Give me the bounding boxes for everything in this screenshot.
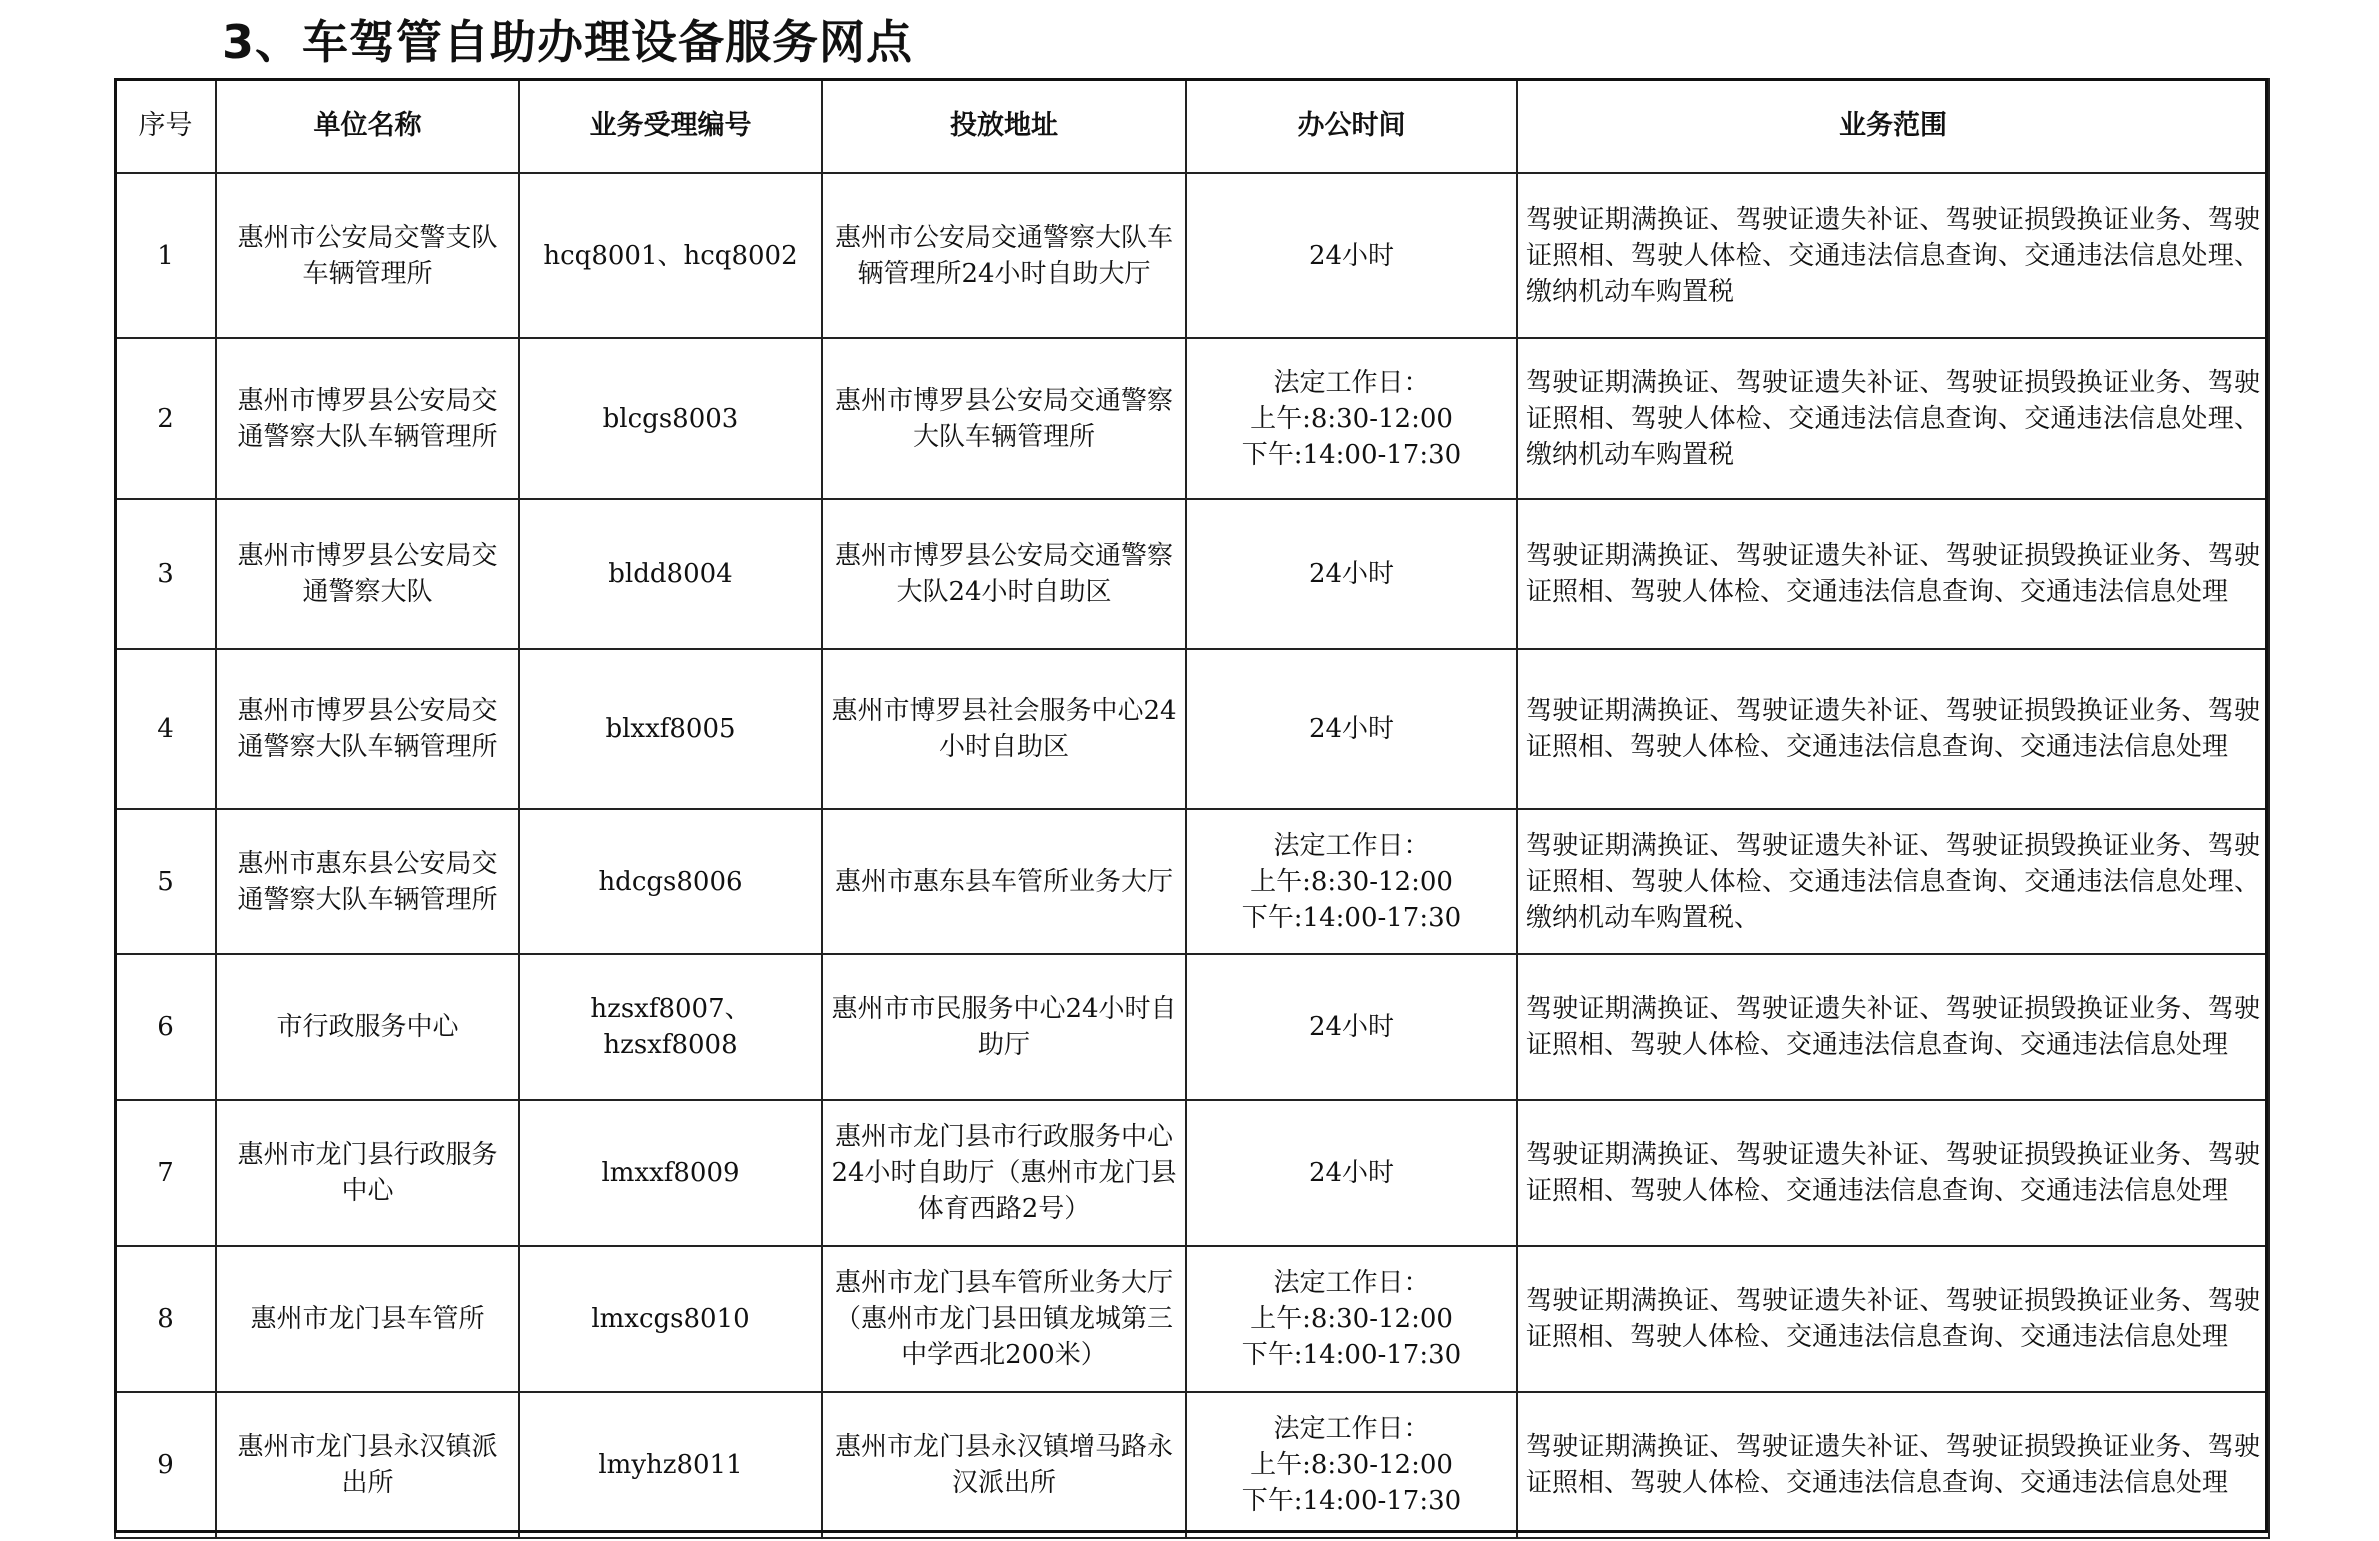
hours-line: 24小时 (1308, 1012, 1395, 1042)
table-row (115, 338, 2269, 499)
cell-scope: 驾驶证期满换证、驾驶证遗失补证、驾驶证损毁换证业务、驾驶证照相、驾驶人体检、交通违法信息查询、交通违法信息处理、缴纳机动车购置税 (1517, 173, 2269, 338)
cell-seq: 7 (115, 1100, 216, 1246)
cell-address: 惠州市博罗县社会服务中心24小时自助区 (822, 649, 1186, 809)
cell-unit: 市行政服务中心 (216, 954, 519, 1100)
table-row (115, 809, 2269, 954)
cell-hours (1186, 1100, 1517, 1246)
cell-code: lmxxf8009 (519, 1100, 822, 1246)
header-hours: 办公时间 (1186, 79, 1517, 173)
hours-line: 法定工作日： (1273, 1268, 1430, 1298)
cell-seq: 1 (115, 173, 216, 338)
cell-unit: 惠州市博罗县公安局交通警察大队 (216, 499, 519, 649)
table-row (115, 1392, 2269, 1538)
page-title: 3、车驾管自助办理设备服务网点 (222, 15, 914, 69)
hours-line: 上午:8:30-12:00 (1250, 1450, 1453, 1480)
cell-scope: 驾驶证期满换证、驾驶证遗失补证、驾驶证损毁换证业务、驾驶证照相、驾驶人体检、交通违法信息查询、交通违法信息处理 (1517, 1392, 2269, 1538)
cell-code: bldd8004 (519, 499, 822, 649)
table-row (115, 499, 2269, 649)
hours-line: 法定工作日： (1273, 830, 1430, 861)
cell-unit: 惠州市龙门县永汉镇派出所 (216, 1392, 519, 1538)
cell-seq: 4 (115, 649, 216, 809)
cell-code: lmxcgs8010 (519, 1246, 822, 1392)
header-code: 业务受理编号 (519, 79, 822, 173)
cell-address: 惠州市惠东县车管所业务大厅 (822, 809, 1186, 954)
cell-address: 惠州市龙门县车管所业务大厅（惠州市龙门县田镇龙城第三中学西北200米） (822, 1246, 1186, 1392)
hours-line: 下午:14:00-17:30 (1241, 1486, 1462, 1516)
cell-code: hdcgs8006 (519, 809, 822, 954)
header-scope: 业务范围 (1517, 79, 2269, 173)
hours-line: 下午:14:00-17:30 (1241, 439, 1462, 470)
cell-hours (1186, 1246, 1517, 1392)
cell-code: hcq8001、hcq8002 (519, 173, 822, 338)
hours-line: 下午:14:00-17:30 (1241, 1340, 1462, 1370)
cell-hours (1186, 338, 1517, 499)
table-row (115, 649, 2269, 809)
cell-seq: 8 (115, 1246, 216, 1392)
cell-scope: 驾驶证期满换证、驾驶证遗失补证、驾驶证损毁换证业务、驾驶证照相、驾驶人体检、交通违法信息查询、交通违法信息处理 (1517, 649, 2269, 809)
cell-hours (1186, 809, 1517, 954)
cell-seq: 9 (115, 1392, 216, 1538)
table-row (115, 173, 2269, 338)
header-unit: 单位名称 (216, 79, 519, 173)
cell-code: lmyhz8011 (519, 1392, 822, 1538)
hours-line: 上午:8:30-12:00 (1250, 866, 1453, 897)
cell-seq: 5 (115, 809, 216, 954)
cell-unit: 惠州市公安局交警支队车辆管理所 (216, 173, 519, 338)
table-header-row (115, 79, 2269, 173)
hours-line: 上午:8:30-12:00 (1250, 403, 1453, 434)
cell-code: hzsxf8007、hzsxf8008 (519, 954, 822, 1100)
cell-unit: 惠州市惠东县公安局交通警察大队车辆管理所 (216, 809, 519, 954)
cell-address: 惠州市公安局交通警察大队车辆管理所24小时自助大厅 (822, 173, 1186, 338)
hours-line: 24小时 (1308, 1158, 1395, 1188)
table-row (115, 1246, 2269, 1392)
cell-hours (1186, 499, 1517, 649)
service-points-table (114, 78, 2270, 1539)
cell-code: blcgs8003 (519, 338, 822, 499)
cell-unit: 惠州市龙门县行政服务中心 (216, 1100, 519, 1246)
header-address: 投放地址 (822, 79, 1186, 173)
table-body (115, 173, 2269, 1538)
cell-code: blxxf8005 (519, 649, 822, 809)
cell-address: 惠州市博罗县公安局交通警察大队24小时自助区 (822, 499, 1186, 649)
cell-scope: 驾驶证期满换证、驾驶证遗失补证、驾驶证损毁换证业务、驾驶证照相、驾驶人体检、交通违法信息查询、交通违法信息处理、缴纳机动车购置税、 (1517, 809, 2269, 954)
cell-address: 惠州市龙门县永汉镇增马路永汉派出所 (822, 1392, 1186, 1538)
hours-line: 下午:14:00-17:30 (1241, 902, 1462, 933)
cell-hours (1186, 649, 1517, 809)
cell-address: 惠州市博罗县公安局交通警察大队车辆管理所 (822, 338, 1186, 499)
cell-scope: 驾驶证期满换证、驾驶证遗失补证、驾驶证损毁换证业务、驾驶证照相、驾驶人体检、交通违法信息查询、交通违法信息处理 (1517, 1246, 2269, 1392)
cell-address: 惠州市龙门县市行政服务中心24小时自助厅（惠州市龙门县体育西路2号） (822, 1100, 1186, 1246)
cell-hours (1186, 173, 1517, 338)
hours-line: 上午:8:30-12:00 (1250, 1304, 1453, 1334)
hours-line: 24小时 (1308, 714, 1395, 744)
cell-unit: 惠州市博罗县公安局交通警察大队车辆管理所 (216, 338, 519, 499)
cell-scope: 驾驶证期满换证、驾驶证遗失补证、驾驶证损毁换证业务、驾驶证照相、驾驶人体检、交通违法信息查询、交通违法信息处理、缴纳机动车购置税 (1517, 338, 2269, 499)
cell-address: 惠州市市民服务中心24小时自助厅 (822, 954, 1186, 1100)
hours-line: 法定工作日： (1273, 1414, 1430, 1444)
cell-seq: 3 (115, 499, 216, 649)
cell-seq: 2 (115, 338, 216, 499)
cell-unit: 惠州市龙门县车管所 (216, 1246, 519, 1392)
hours-line: 法定工作日： (1273, 367, 1430, 398)
header-seq: 序号 (115, 79, 216, 173)
cell-hours (1186, 954, 1517, 1100)
cell-scope: 驾驶证期满换证、驾驶证遗失补证、驾驶证损毁换证业务、驾驶证照相、驾驶人体检、交通违法信息查询、交通违法信息处理 (1517, 499, 2269, 649)
table-row (115, 1100, 2269, 1246)
cell-scope: 驾驶证期满换证、驾驶证遗失补证、驾驶证损毁换证业务、驾驶证照相、驾驶人体检、交通违法信息查询、交通违法信息处理 (1517, 954, 2269, 1100)
cell-hours (1186, 1392, 1517, 1538)
cell-unit: 惠州市博罗县公安局交通警察大队车辆管理所 (216, 649, 519, 809)
hours-line: 24小时 (1308, 559, 1395, 589)
hours-line: 24小时 (1308, 240, 1395, 271)
cell-seq: 6 (115, 954, 216, 1100)
cell-scope: 驾驶证期满换证、驾驶证遗失补证、驾驶证损毁换证业务、驾驶证照相、驾驶人体检、交通违法信息查询、交通违法信息处理 (1517, 1100, 2269, 1246)
table-row (115, 954, 2269, 1100)
